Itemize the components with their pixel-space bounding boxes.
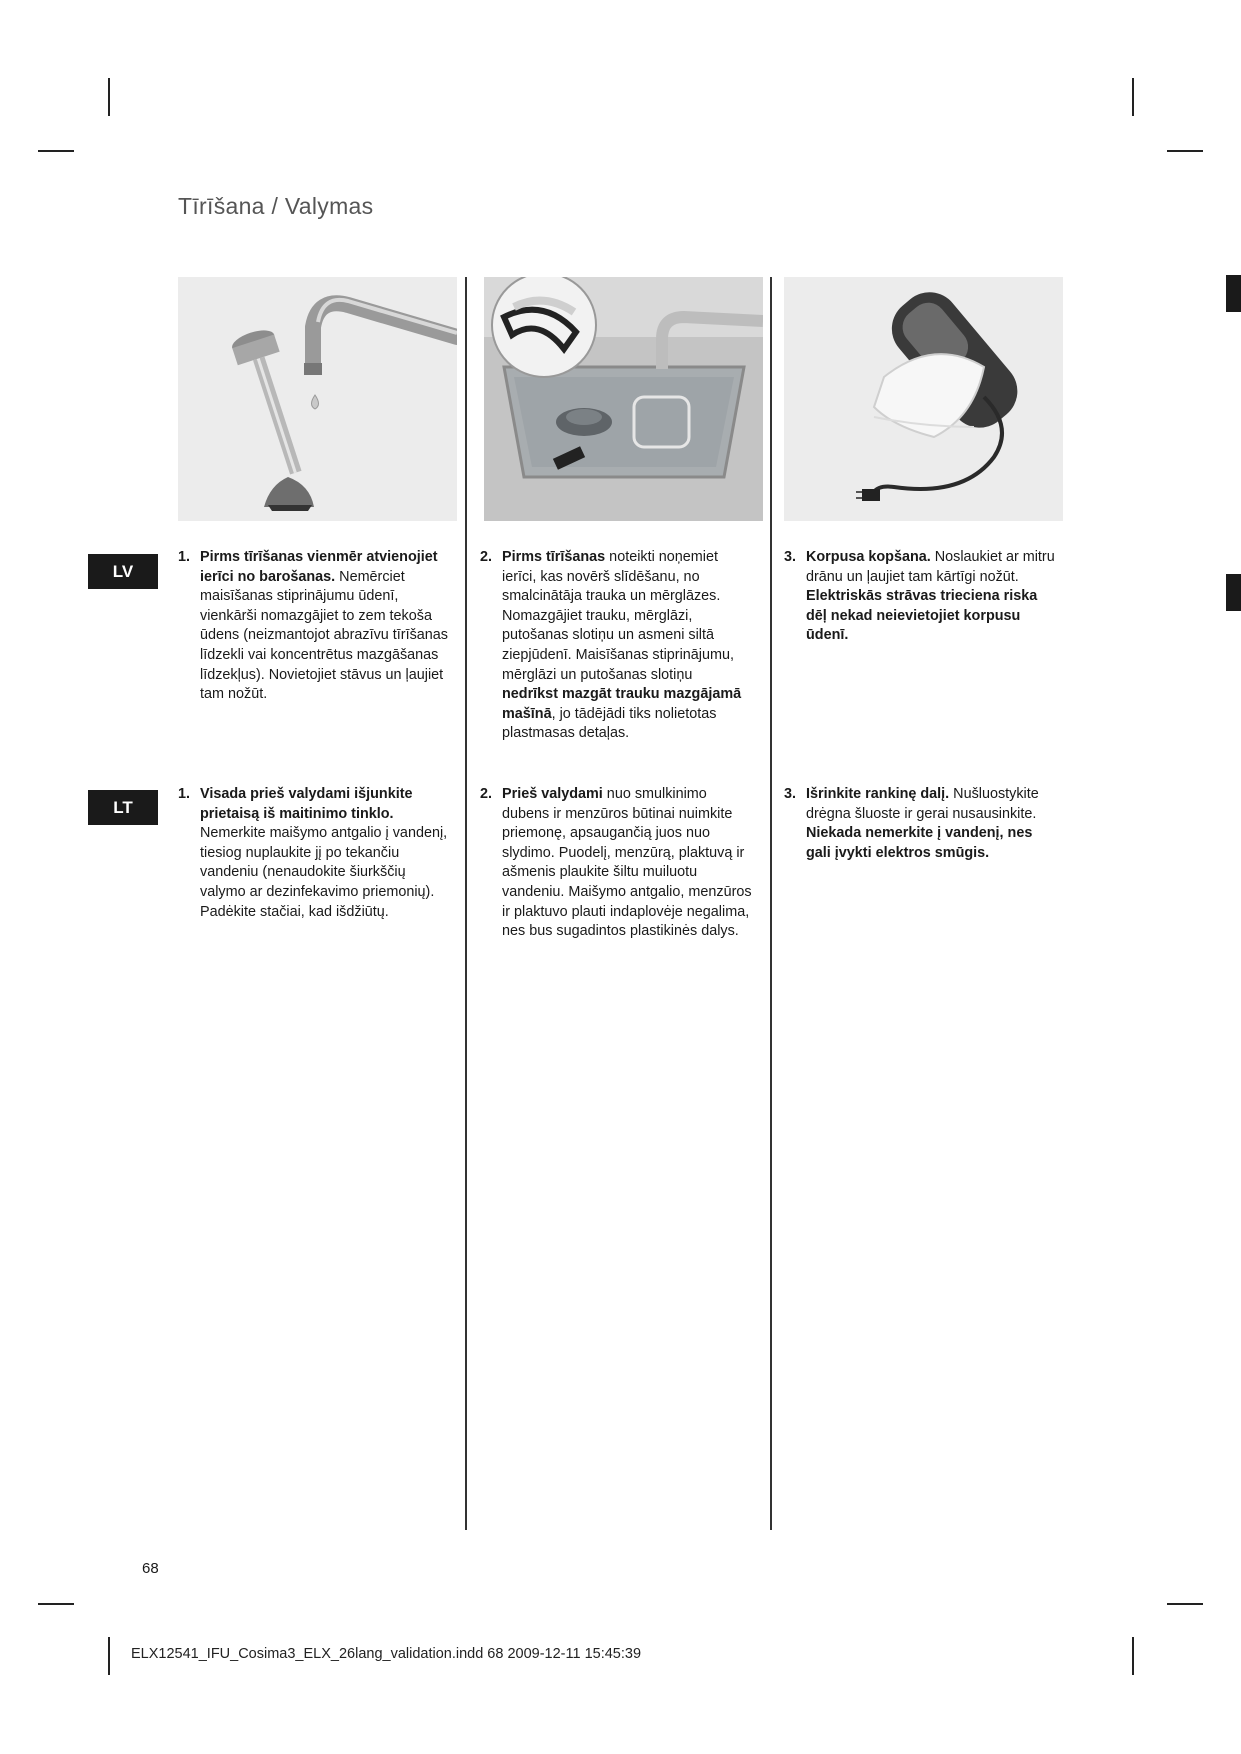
crop-mark-tl-vertical xyxy=(108,78,110,116)
crop-mark-tr-horizontal xyxy=(1167,150,1203,152)
lt-step-3 xyxy=(784,785,1056,863)
step-warning-text: Elektriskās strāvas trieciena riska dēļ nekad neievietojiet korpusu ūdenī. xyxy=(806,588,1038,644)
step-number: 2. xyxy=(480,786,493,802)
page-number: 68 xyxy=(142,1560,159,1577)
step-bold-text: Visada prieš valydami išjunkite prietaisą iš maitinimo tinklo. xyxy=(200,786,413,822)
lv-step-3 xyxy=(784,548,1056,646)
step-text: Nemērciet maisīšanas stiprinājumu ūdenī, vienkārši nomazgājiet to zem tekoša ūdens (neizmantojot abrazīvu tīrīšanas līdzekli vai koncentrētus mazgāšanas līdzekļus). Novietojiet stāvus un ļaujiet tam nožūt. xyxy=(200,568,448,703)
photo-wipe-handle xyxy=(784,277,1063,521)
edge-tab-top xyxy=(1226,275,1241,312)
step-warning-text: nedrīkst mazgāt trauku mazgājamā mašīnā xyxy=(502,686,742,722)
lt-step-1 xyxy=(178,785,450,922)
step-bold-text: Išrinkite rankinę dalį. xyxy=(806,786,950,802)
language-badge-lt: LT xyxy=(88,790,158,825)
column-divider-1 xyxy=(465,277,467,1530)
page-title: Tīrīšana / Valymas xyxy=(178,193,374,219)
photo-sink-washing xyxy=(484,277,763,521)
crop-mark-bl-horizontal xyxy=(38,1603,74,1605)
crop-mark-br-horizontal xyxy=(1167,1603,1203,1605)
lv-step-1 xyxy=(178,548,450,705)
crop-mark-bl-vertical xyxy=(108,1637,110,1675)
step-number: 2. xyxy=(480,549,493,565)
language-badge-lv: LV xyxy=(88,554,158,589)
step-number: 1. xyxy=(178,549,191,565)
step-number: 1. xyxy=(178,786,191,802)
crop-mark-tr-vertical xyxy=(1132,78,1134,116)
step-bold-text: Prieš valydami xyxy=(502,786,603,802)
lv-step-2 xyxy=(480,548,752,744)
crop-mark-tl-horizontal xyxy=(38,150,74,152)
step-bold-text: Korpusa kopšana. xyxy=(806,549,931,565)
crop-mark-br-vertical xyxy=(1132,1637,1134,1675)
step-text: Nemerkite maišymo antgalio į vandenį, tiesiog nuplaukite jį po tekančiu vandeniu (nenaudokite šiurkščių valymo ar dezinfekavimo priemonių). Padėkite stačiai, kad išdžiūtų. xyxy=(200,825,448,920)
step-number: 3. xyxy=(784,549,797,565)
step-text: nuo smulkinimo dubens ir menzūros būtinai nuimkite priemonę, apsaugančią juos nuo slydimo. Puodelį, menzūrą, plaktuvą ir ašmenis plaukite šiltu muiluotu vandeniu. Maišymo antgalio, menzūros ir plaktuvo plauti indaplovėje negalima, nes bus sugadintos plastikinės dalys. xyxy=(502,786,752,940)
step-text: noteikti noņemiet ierīci, kas novērš slīdēšanu, no smalcinātāja trauka un mērglāzes. Nomazgājiet trauku, mērglāzi, putošanas slotiņu un asmeni siltā ziepjūdenī. Maisīšanas stiprinājumu, mērglāzi un putošanas slotiņu xyxy=(502,549,734,683)
step-bold-text: Pirms tīrīšanas vienmēr atvienojiet ierīci no barošanas. xyxy=(200,549,438,585)
step-bold-text: Pirms tīrīšanas xyxy=(502,549,606,565)
print-footer: ELX12541_IFU_Cosima3_ELX_26lang_validation.indd 68 2009-12-11 15:45:39 xyxy=(131,1646,642,1662)
step-text: Nušluostykite drėgna šluoste ir gerai nusausinkite. xyxy=(806,786,1039,822)
lt-step-2 xyxy=(480,785,752,942)
edge-tab-bottom xyxy=(1226,574,1241,611)
photo-blender-rinse xyxy=(178,277,457,521)
step-warning-text: Niekada nemerkite į vandenį, nes gali įvykti elektros smūgis. xyxy=(806,825,1033,861)
step-number: 3. xyxy=(784,786,797,802)
step-text: Noslaukiet ar mitru drānu un ļaujiet tam kārtīgi nožūt. xyxy=(806,549,1055,585)
step-text-end: , jo tādējādi tiks nolietotas plastmasas detaļas. xyxy=(502,705,717,742)
column-divider-2 xyxy=(770,277,772,1530)
